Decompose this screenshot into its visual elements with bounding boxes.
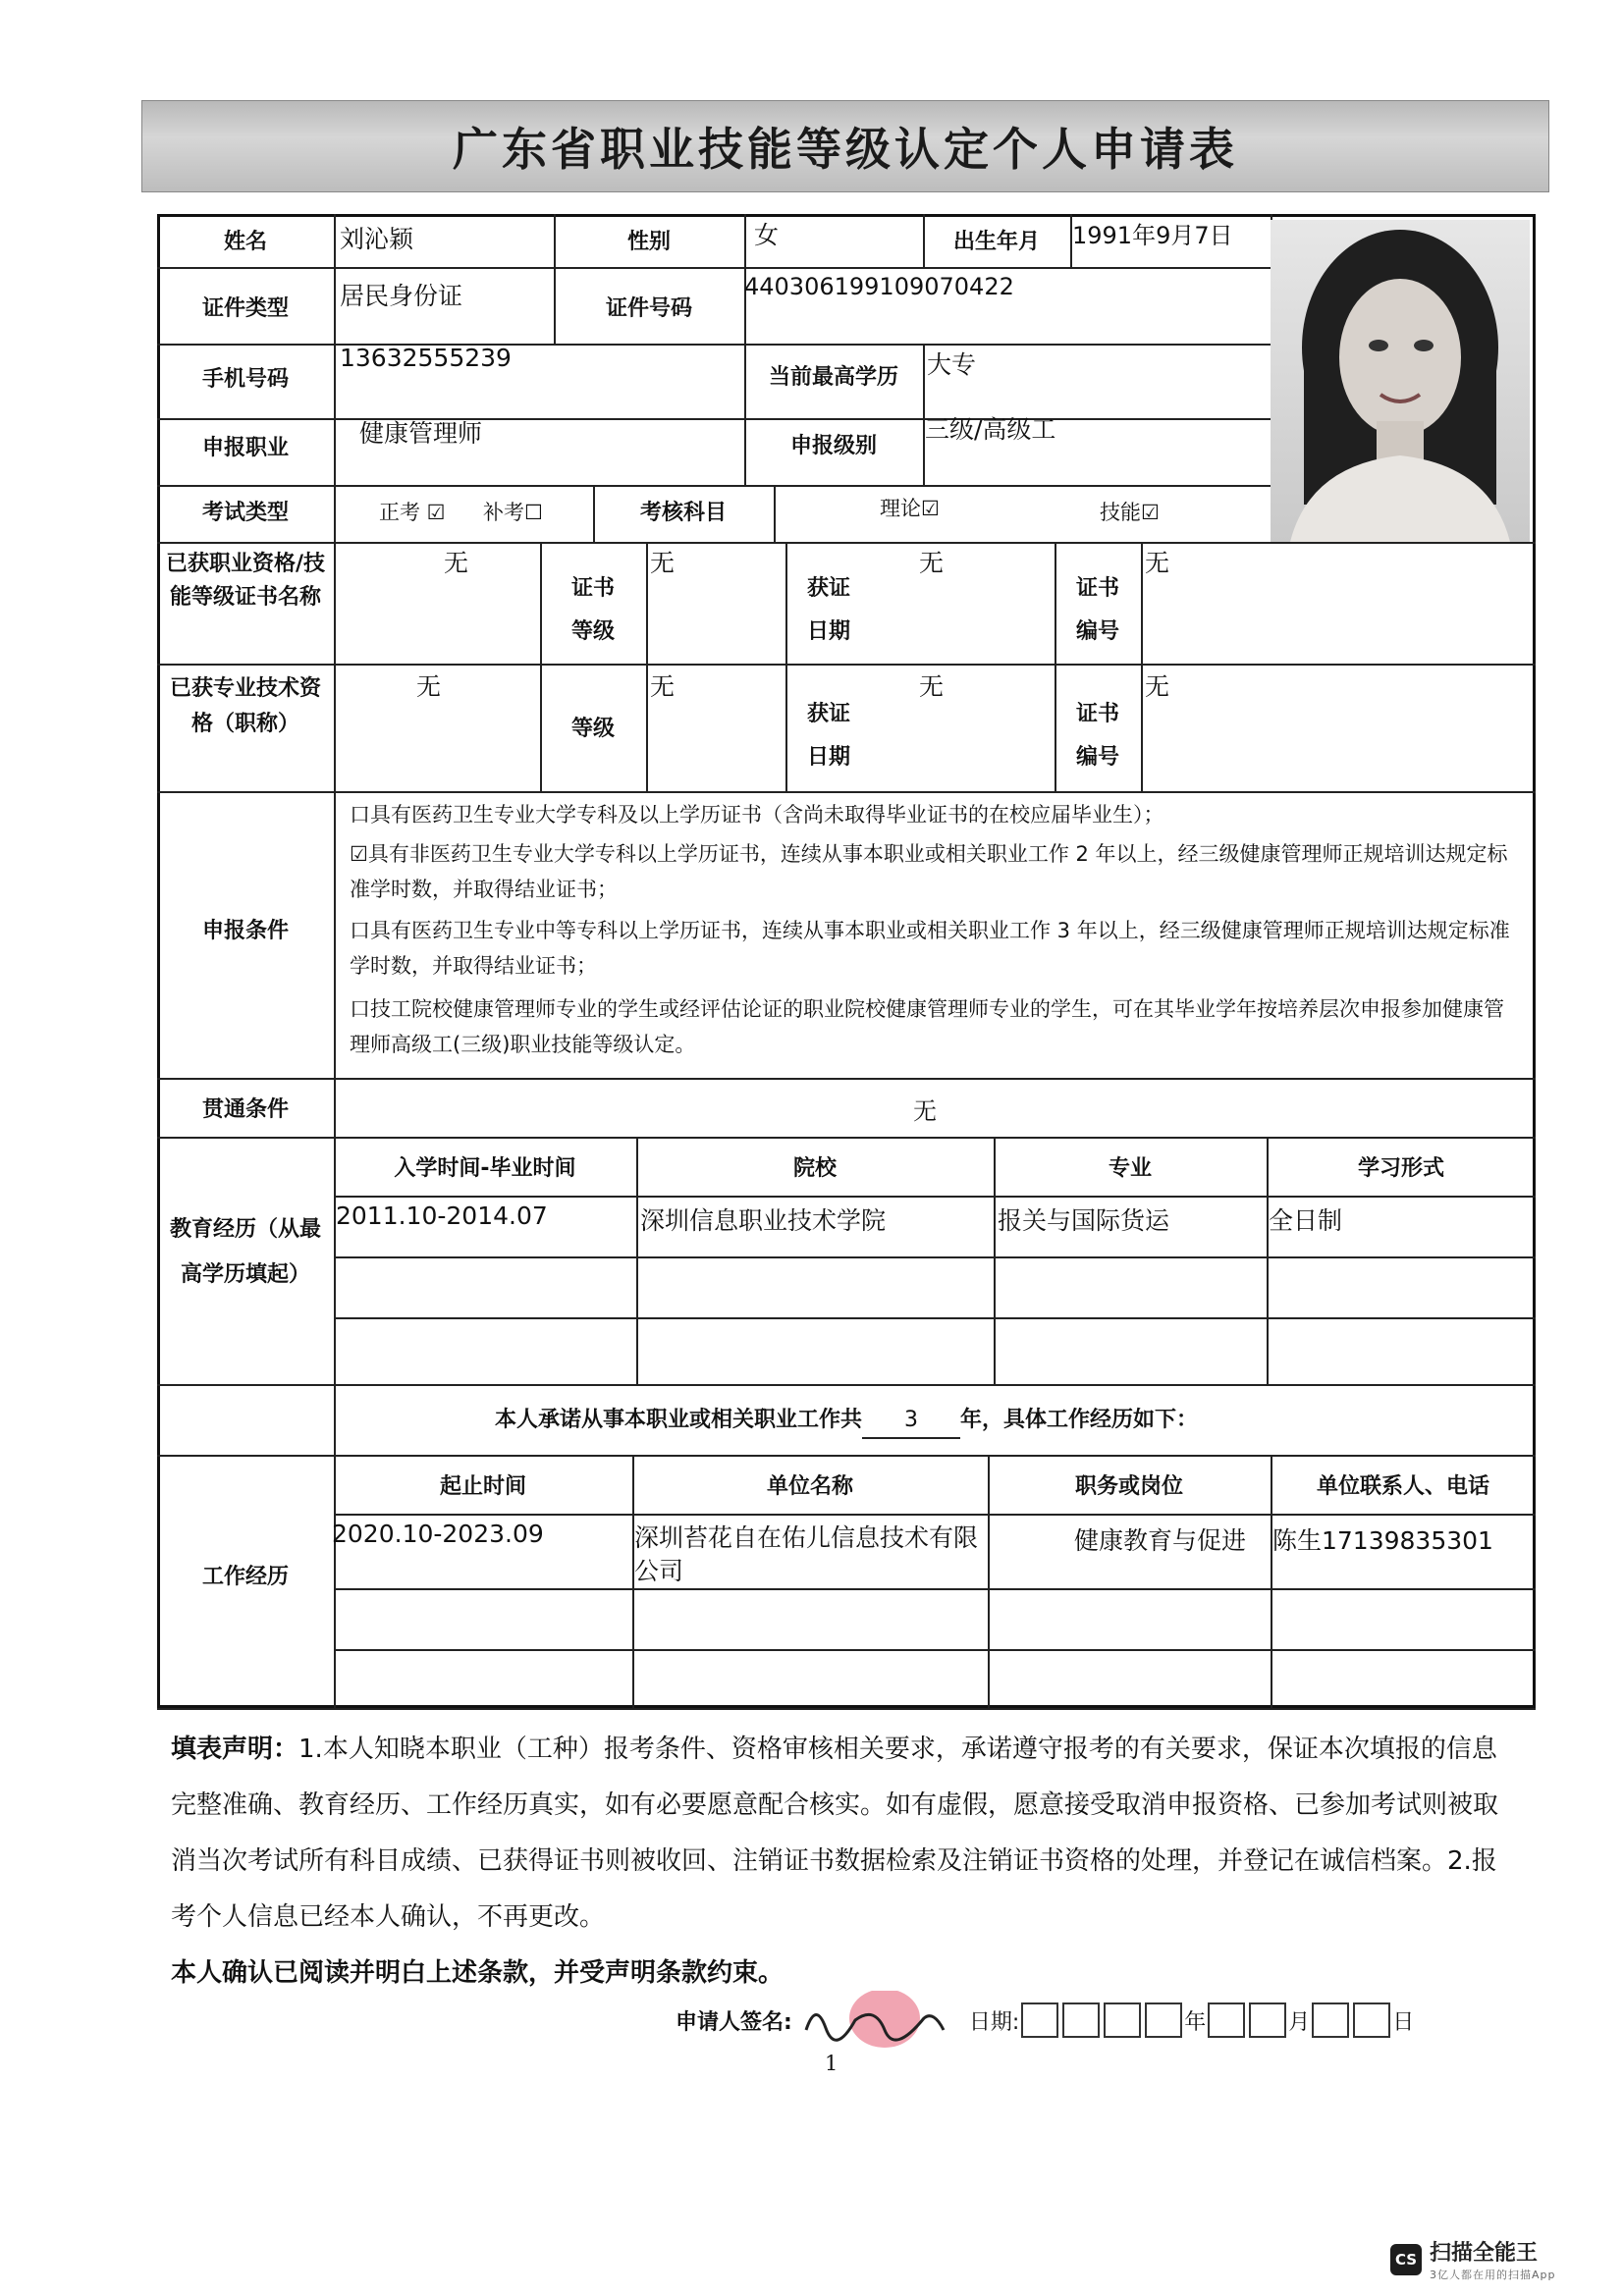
tech-name: 无 [416, 672, 442, 701]
work-header-contact: 单位联系人、电话 [1316, 1474, 1489, 1499]
scanner-brand: 扫描全能王 [1430, 2241, 1539, 2266]
cert-no-label: 证书编号 [1075, 576, 1119, 644]
edu-row-major: 报关与国际货运 [998, 1206, 1170, 1235]
edu-row-school: 深圳信息职业技术学院 [640, 1206, 887, 1235]
cert-date: 无 [919, 549, 945, 577]
rule [157, 1137, 1536, 1139]
rule [334, 1514, 1536, 1516]
rule [334, 1588, 1536, 1590]
rule [157, 1384, 1536, 1386]
rule [540, 542, 542, 791]
work-header-post: 职务或岗位 [1074, 1474, 1183, 1499]
signature-image [796, 1991, 953, 2050]
scanner-tagline: 3亿人都在用的扫描App [1430, 2269, 1556, 2281]
work-row-org: 深圳苔花自在佑儿信息技术有限公司 [634, 1523, 979, 1585]
level-value: 三级/高级工 [925, 415, 1056, 444]
signature-label: 申请人签名: [676, 2009, 792, 2035]
tech-no-label: 证书编号 [1075, 702, 1119, 770]
work-row-period: 2020.10-2023.09 [332, 1520, 544, 1548]
date-digit-box [1021, 2002, 1058, 2038]
job-value: 健康管理师 [359, 419, 483, 448]
rule [157, 791, 1536, 793]
education-label: 教育经历（从最高学历填起） [169, 1217, 321, 1287]
commit-suffix: 年，具体工作经历如下： [960, 1408, 1199, 1432]
page-number: 1 [825, 2052, 839, 2075]
rule [157, 664, 1536, 666]
through-label: 贯通条件 [201, 1097, 289, 1122]
edu-header-period: 入学时间-毕业时间 [394, 1156, 576, 1181]
birth-label: 出生年月 [952, 230, 1040, 254]
rule [334, 1256, 1536, 1258]
form-title: 广东省职业技能等级认定个人申请表 [453, 123, 1238, 176]
application-form [157, 214, 1536, 2075]
edu-header-school: 院校 [792, 1156, 837, 1181]
tech-date-label: 获证日期 [806, 702, 850, 770]
cert-grade: 无 [650, 549, 676, 577]
level-label: 申报级别 [789, 434, 877, 458]
idno-label: 证件号码 [605, 296, 692, 321]
idtype-label: 证件类型 [201, 296, 289, 321]
edu-row-period: 2011.10-2014.07 [336, 1201, 548, 1230]
declaration [171, 1722, 1522, 2002]
gender-value: 女 [754, 221, 780, 249]
edu-header-major: 专业 [1108, 1156, 1152, 1181]
condition-item-4: 口技工院校健康管理师专业的学生或经评估论证的职业院校健康管理师专业的学生，可在其毕业学年按培养层次申报参加健康管理师高级工(三级)职业技能等级认定。 [350, 997, 1504, 1056]
tech-grade-label: 等级 [570, 717, 615, 741]
month-unit: 月 [1288, 2009, 1311, 2035]
form-title-bar [141, 100, 1549, 192]
rule [334, 1317, 1536, 1319]
rule [157, 1078, 1536, 1080]
date-digit-box [1062, 2002, 1100, 2038]
through-value: 无 [913, 1097, 937, 1125]
applicant-photo [1271, 220, 1530, 542]
subject-label: 考核科目 [639, 501, 727, 525]
edu-label: 当前最高学历 [768, 365, 898, 390]
rule [157, 344, 1271, 346]
scanner-logo: CS [1390, 2244, 1422, 2275]
name-label: 姓名 [223, 230, 267, 254]
rule [1141, 542, 1143, 791]
job-label: 申报职业 [201, 436, 289, 460]
rule [157, 542, 1536, 544]
gender-label: 性别 [626, 230, 671, 254]
rule [157, 1455, 1536, 1457]
idno-value: 440306199109070422 [744, 273, 1014, 300]
tech-date: 无 [919, 672, 945, 701]
cert-no: 无 [1145, 549, 1170, 577]
rule [157, 418, 1271, 420]
cert-grade-label: 证书等级 [570, 576, 615, 644]
year-unit: 年 [1184, 2009, 1207, 2035]
cert-date-label: 获证日期 [806, 576, 850, 644]
condition-item-3: 口具有医药卫生专业中等专科以上学历证书，连续从事本职业或相关职业工作 3 年以上，经三级健康管理师正规培训达规定标准学时数，并取得结业证书； [350, 919, 1510, 978]
day-unit: 日 [1392, 2009, 1415, 2035]
work-header-org: 单位名称 [766, 1474, 853, 1499]
date-digit-box [1353, 2002, 1390, 2038]
edu-header-mode: 学习形式 [1357, 1156, 1444, 1181]
date-digit-box [1249, 2002, 1286, 2038]
exam-makeup-checkbox[interactable]: 补考☐ [483, 501, 543, 524]
condition-item-2: ☑具有非医药卫生专业大学专科以上学历证书，连续从事本职业或相关职业工作 2 年以上，经三级健康管理师正规培训达规定标准学时数，并取得结业证书； [350, 842, 1508, 901]
rule [1055, 542, 1056, 791]
date-digit-box [1104, 2002, 1141, 2038]
work-header-period: 起止时间 [439, 1474, 526, 1499]
condition-item-1: 口具有医药卫生专业大学专科及以上学历证书（含尚未取得毕业证书的在校应届毕业生）； [350, 803, 1164, 827]
cert-name: 无 [444, 549, 469, 577]
date-digit-box [1145, 2002, 1182, 2038]
tech-no: 无 [1145, 672, 1170, 701]
commit-prefix: 本人承诺从事本职业或相关职业工作共 [494, 1408, 862, 1432]
date-digit-box [1312, 2002, 1349, 2038]
rule [157, 485, 1271, 487]
edu-row-mode: 全日制 [1269, 1206, 1343, 1235]
rule [157, 267, 1271, 269]
signature-line [676, 1991, 1530, 2050]
edu-value: 大专 [927, 350, 977, 379]
phone-value: 13632555239 [340, 344, 512, 372]
declaration-lead: 填表声明： [171, 1735, 299, 1764]
rule [157, 1708, 1536, 1710]
tech-grade: 无 [650, 672, 676, 701]
examtype-label: 考试类型 [201, 501, 289, 525]
rule [646, 542, 648, 791]
phone-label: 手机号码 [201, 367, 289, 392]
idtype-value: 居民身份证 [340, 282, 463, 310]
rule [774, 485, 776, 542]
name-value: 刘沁颖 [340, 225, 414, 253]
rule [785, 542, 787, 791]
subject-skill-checkbox[interactable]: 技能☑ [1100, 501, 1160, 524]
cert-label: 已获职业资格/技能等级证书名称 [165, 552, 326, 610]
rule [334, 1196, 1536, 1198]
work-label: 工作经历 [201, 1565, 289, 1589]
date-digit-box [1208, 2002, 1245, 2038]
birth-value: 1991年9月7日 [1072, 222, 1233, 249]
rule [334, 1649, 1536, 1651]
exam-normal-checkbox[interactable]: 正考 ☑ [379, 501, 446, 524]
work-row-post: 健康教育与促进 [1074, 1526, 1247, 1555]
declaration-text: 1.本人知晓本职业（工种）报考条件、资格审核相关要求，承诺遵守报考的有关要求，保证本次填报的信息完整准确、教育经历、工作经历真实，如有必要愿意配合核实。如有虚假，愿意接受取消申报资格、已参加考试则被取消当次考试所有科目成绩、已获得证书则被收回、注销证书数据检索及注销证书资格的处理，并登记在诚信档案。2.报考个人信息已经本人确认，不再更改。 [171, 1735, 1499, 1932]
work-row-contact: 陈生17139835301 [1272, 1526, 1493, 1555]
declaration-confirm: 本人确认已阅读并明白上述条款，并受声明条款约束。 [171, 1958, 784, 1988]
commit-line [157, 1404, 1536, 1439]
date-label: 日期: [968, 2009, 1020, 2035]
commit-years: 3 [862, 1404, 960, 1439]
conditions-label: 申报条件 [201, 919, 289, 943]
tech-label: 已获专业技术资格（职称） [169, 676, 321, 736]
subject-theory-checkbox[interactable]: 理论☑ [880, 497, 940, 520]
scanner-watermark [1390, 2236, 1556, 2282]
